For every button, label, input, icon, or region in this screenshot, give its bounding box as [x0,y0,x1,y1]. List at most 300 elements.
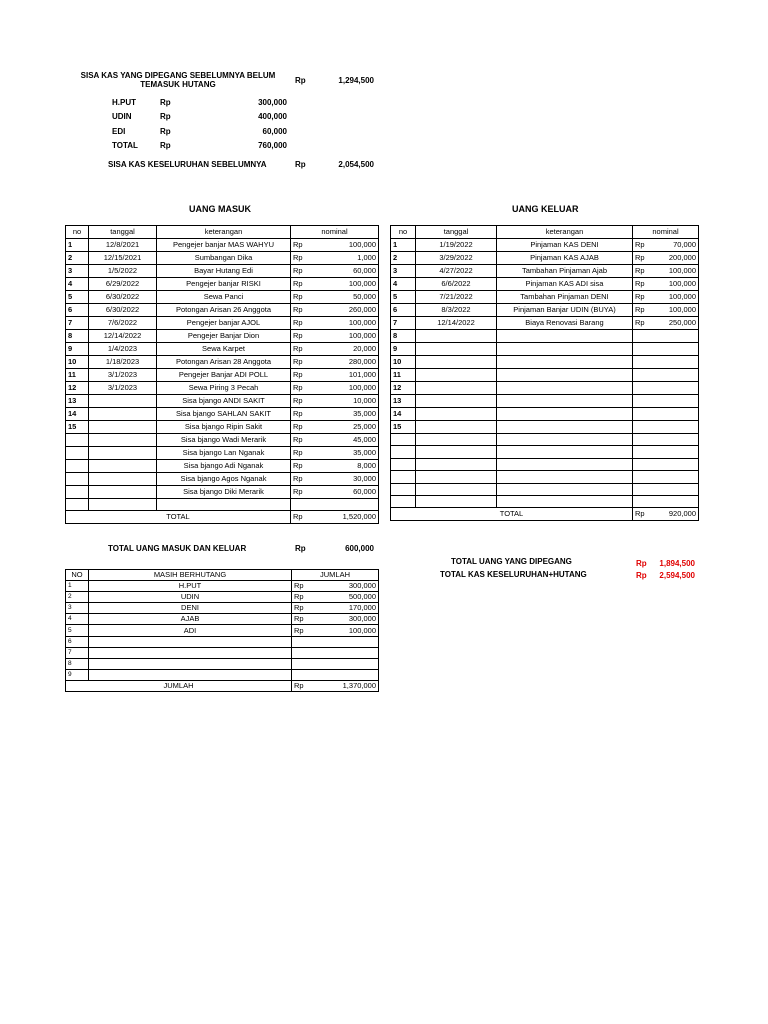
row-rp: Rp [291,434,313,447]
debt-name: TOTAL [112,140,138,150]
table-row [66,460,379,473]
table-row [66,447,379,460]
row-keterangan [497,434,633,446]
row-keterangan: Pengejer Banjar Dion [157,330,291,343]
row-no: 9 [66,669,89,680]
total-value: 1,370,000 [314,680,379,691]
row-keterangan: Sisa bjango ANDI SAKIT [157,395,291,408]
row-rp [633,471,655,483]
row-tanggal: 1/19/2022 [416,239,497,252]
row-nominal [655,343,699,356]
table-row [66,317,379,330]
row-rp: Rp [291,356,313,369]
row-rp: Rp [291,265,313,278]
row-rp [292,658,314,669]
row-keterangan: Sumbangan Dika [157,252,291,265]
header-name: MASIH BERHUTANG [89,570,292,581]
row-keterangan: Sisa bjango Lan Nganak [157,447,291,460]
debt-value: 760,000 [258,140,287,150]
row-keterangan: Potongan Arisan 26 Anggota [157,304,291,317]
debt-name: H.PUT [112,98,136,107]
row-rp: Rp [291,239,313,252]
row-keterangan [497,446,633,458]
row-rp: Rp [291,447,313,460]
table-row [391,434,699,446]
row-nominal [655,495,699,507]
row-rp [633,330,655,343]
row-rp [633,458,655,470]
table-row [391,278,699,291]
row-nominal: 100,000 [313,239,379,252]
row-no [66,486,89,499]
row-rp: Rp [291,473,313,486]
row-nominal [655,369,699,382]
row-keterangan: Sewa Piring 3 Pecah [157,382,291,395]
row-tanggal: 1/4/2023 [89,343,157,356]
row-tanggal [89,408,157,421]
row-rp: Rp [291,408,313,421]
row-keterangan [497,382,633,395]
total-kas-hutang-value: 2,594,500 [659,571,695,580]
table-row [66,291,379,304]
row-tanggal: 12/8/2021 [89,239,157,252]
header-jumlah: JUMLAH [292,570,379,581]
row-keterangan: Sisa bjango Agos Nganak [157,473,291,486]
row-tanggal [416,369,497,382]
row-no: 15 [66,421,89,434]
header-keterangan: keterangan [497,226,633,239]
row-rp: Rp [633,317,655,330]
row-rp: Rp [633,265,655,278]
total-rp: Rp [292,680,314,691]
uang-masuk-table [65,225,379,524]
debt-value: 60,000 [262,126,287,136]
row-no: 7 [66,647,89,658]
row-nominal: 50,000 [313,291,379,304]
row-no: 8 [391,330,416,343]
row-no: 13 [66,395,89,408]
keseluruhan-label: SISA KAS KESELURUHAN SEBELUMNYA [108,160,267,169]
row-no: 1 [391,239,416,252]
row-keterangan: Sewa Karpet [157,343,291,356]
row-keterangan: Pengejer banjar MAS WAHYU [157,239,291,252]
row-nominal: 70,000 [655,239,699,252]
row-nominal: 100,000 [313,278,379,291]
row-keterangan: Pinjaman KAS DENI [497,239,633,252]
row-keterangan [497,495,633,507]
row-nominal: 20,000 [313,343,379,356]
header-nominal: nominal [633,226,699,239]
row-name [89,658,292,669]
table-row [66,592,379,603]
row-keterangan: Sisa bjango SAHLAN SAKIT [157,408,291,421]
table-row [391,395,699,408]
row-no [66,473,89,486]
header-nominal: nominal [291,226,379,239]
row-no: 4 [66,278,89,291]
table-row [391,382,699,395]
row-tanggal: 3/1/2023 [89,382,157,395]
total-masuk-keluar-rp: Rp [295,544,306,553]
row-keterangan [497,471,633,483]
row-tanggal: 6/29/2022 [89,278,157,291]
row-value [314,636,379,647]
row-no [66,434,89,447]
row-no: 6 [66,304,89,317]
table-row [66,304,379,317]
uang-keluar-title: UANG KELUAR [512,204,579,214]
row-tanggal [416,382,497,395]
row-no: 7 [391,317,416,330]
row-nominal: 250,000 [655,317,699,330]
table-row [66,625,379,636]
row-no [391,458,416,470]
total-dipegang-value: 1,894,500 [659,559,695,568]
row-tanggal [416,408,497,421]
row-name [89,669,292,680]
table-row [391,356,699,369]
row-rp [633,395,655,408]
table-row [66,252,379,265]
row-nominal: 101,000 [313,369,379,382]
row-nominal [655,458,699,470]
row-nominal: 100,000 [313,317,379,330]
row-keterangan: Pengejer banjar RISKI [157,278,291,291]
row-rp: Rp [291,252,313,265]
row-tanggal [416,421,497,434]
row-tanggal: 1/18/2023 [89,356,157,369]
table-row [66,486,379,499]
table-row [66,669,379,680]
row-nominal [313,499,379,511]
row-rp [633,408,655,421]
table-row [66,421,379,434]
total-rp: Rp [633,508,655,521]
row-value: 100,000 [314,625,379,636]
table-row [391,495,699,507]
total-row [66,680,379,691]
row-keterangan [497,395,633,408]
row-keterangan [497,356,633,369]
row-tanggal: 7/6/2022 [89,317,157,330]
row-tanggal [416,483,497,495]
row-rp [291,499,313,511]
row-no: 3 [66,265,89,278]
row-rp: Rp [291,317,313,330]
row-rp: Rp [292,614,314,625]
row-rp [633,369,655,382]
row-no: 3 [66,603,89,614]
table-row [391,317,699,330]
row-no [391,434,416,446]
total-value: 920,000 [655,508,699,521]
row-rp: Rp [633,239,655,252]
row-tanggal [89,434,157,447]
row-rp: Rp [291,486,313,499]
row-rp [292,647,314,658]
table-row [66,581,379,592]
row-keterangan: Biaya Renovasi Barang [497,317,633,330]
row-rp [633,446,655,458]
row-no: 10 [66,356,89,369]
row-no: 5 [66,625,89,636]
row-nominal: 280,000 [313,356,379,369]
row-nominal: 260,000 [313,304,379,317]
table-row [391,304,699,317]
total-dipegang-label: TOTAL UANG YANG DIPEGANG [451,557,572,566]
total-masuk-keluar-label: TOTAL UANG MASUK DAN KELUAR [108,544,247,553]
table-row [391,291,699,304]
total-dipegang-rp: Rp [636,559,647,568]
row-nominal [655,382,699,395]
table-row [66,356,379,369]
header-keterangan: keterangan [157,226,291,239]
row-tanggal [89,499,157,511]
row-rp: Rp [291,330,313,343]
table-header [66,226,379,239]
debt-rp: Rp [160,98,171,107]
row-no: 7 [66,317,89,330]
hutang-table [65,569,379,692]
row-nominal: 100,000 [655,265,699,278]
row-keterangan: Sisa bjango Adi Nganak [157,460,291,473]
row-nominal: 10,000 [313,395,379,408]
row-keterangan: Sisa bjango Ripin Sakit [157,421,291,434]
table-header [66,570,379,581]
table-row [66,382,379,395]
row-tanggal [89,460,157,473]
row-rp: Rp [633,304,655,317]
row-value: 300,000 [314,581,379,592]
row-name: DENI [89,603,292,614]
debt-value: 400,000 [258,112,287,122]
row-no: 9 [391,343,416,356]
row-keterangan [497,330,633,343]
row-name [89,636,292,647]
total-kas-hutang-rp: Rp [636,571,647,580]
row-nominal: 1,000 [313,252,379,265]
total-masuk-keluar-value: 600,000 [345,544,374,553]
row-tanggal [89,486,157,499]
row-keterangan: Pengejer banjar AJOL [157,317,291,330]
row-tanggal [416,356,497,369]
row-no: 8 [66,330,89,343]
total-label: TOTAL [391,508,633,521]
row-value [314,669,379,680]
row-rp [633,434,655,446]
row-keterangan [497,343,633,356]
table-row [66,265,379,278]
row-nominal: 100,000 [655,278,699,291]
row-tanggal: 12/14/2022 [416,317,497,330]
table-row [391,421,699,434]
row-rp: Rp [633,291,655,304]
row-no: 8 [66,658,89,669]
row-nominal [655,395,699,408]
row-nominal [655,483,699,495]
row-no [66,499,89,511]
debt-rp: Rp [160,140,171,150]
table-row [66,330,379,343]
row-no: 11 [66,369,89,382]
row-nominal [655,356,699,369]
row-tanggal [89,395,157,408]
sisa-kas-rp: Rp [295,76,306,85]
uang-keluar-table [390,225,699,521]
row-tanggal: 1/5/2022 [89,265,157,278]
row-no: 11 [391,369,416,382]
row-nominal [655,446,699,458]
row-rp: Rp [291,369,313,382]
row-tanggal: 6/6/2022 [416,278,497,291]
row-tanggal: 6/30/2022 [89,291,157,304]
table-row [66,636,379,647]
row-no: 12 [391,382,416,395]
row-rp: Rp [291,343,313,356]
table-row [66,614,379,625]
row-keterangan [497,408,633,421]
row-no: 5 [66,291,89,304]
row-keterangan [497,458,633,470]
row-tanggal: 3/1/2023 [89,369,157,382]
total-label: TOTAL [66,511,291,524]
row-no: 3 [391,265,416,278]
sisa-kas-label-line2: TEMASUK HUTANG [140,80,216,89]
row-tanggal: 7/21/2022 [416,291,497,304]
row-nominal: 30,000 [313,473,379,486]
row-nominal: 100,000 [655,304,699,317]
table-row [66,278,379,291]
row-nominal: 100,000 [655,291,699,304]
row-nominal [655,330,699,343]
row-keterangan: Potongan Arisan 28 Anggota [157,356,291,369]
row-no: 14 [66,408,89,421]
row-rp [633,421,655,434]
row-tanggal: 8/3/2022 [416,304,497,317]
row-keterangan [497,369,633,382]
row-nominal: 35,000 [313,408,379,421]
row-rp: Rp [291,291,313,304]
row-name: UDIN [89,592,292,603]
row-no: 1 [66,581,89,592]
header-tanggal: tanggal [416,226,497,239]
table-row [66,408,379,421]
row-tanggal [416,434,497,446]
row-rp: Rp [291,278,313,291]
row-nominal [655,408,699,421]
row-rp: Rp [633,278,655,291]
row-no: 1 [66,239,89,252]
row-tanggal [416,446,497,458]
row-no: 6 [66,636,89,647]
total-label: JUMLAH [66,680,292,691]
row-nominal: 100,000 [313,382,379,395]
table-row [391,369,699,382]
debt-rp: Rp [160,112,171,122]
row-value [314,647,379,658]
row-no: 2 [66,252,89,265]
row-no [391,495,416,507]
table-row [391,458,699,470]
row-nominal: 35,000 [313,447,379,460]
row-rp: Rp [292,625,314,636]
table-row [391,471,699,483]
row-rp: Rp [291,421,313,434]
row-no: 4 [391,278,416,291]
row-name [89,647,292,658]
debt-name: UDIN [112,112,132,122]
table-row [391,252,699,265]
row-no: 9 [66,343,89,356]
row-keterangan: Tambahan Pinjaman Ajab [497,265,633,278]
row-rp [292,669,314,680]
row-keterangan [497,483,633,495]
table-row [66,343,379,356]
row-nominal: 8,000 [313,460,379,473]
table-row [66,647,379,658]
header-tanggal: tanggal [89,226,157,239]
row-no [391,471,416,483]
row-tanggal: 12/14/2022 [89,330,157,343]
debt-rp: Rp [160,126,171,136]
row-rp: Rp [291,395,313,408]
table-row [391,330,699,343]
row-nominal [655,471,699,483]
row-no [391,446,416,458]
row-name: ADI [89,625,292,636]
row-nominal: 100,000 [313,330,379,343]
row-no: 13 [391,395,416,408]
table-row [391,446,699,458]
row-keterangan: Pengejer Banjar ADI POLL [157,369,291,382]
total-kas-hutang-label: TOTAL KAS KESELURUHAN+HUTANG [440,570,587,579]
row-tanggal [416,458,497,470]
row-rp [633,483,655,495]
row-keterangan: Sisa bjango Diki Merarik [157,486,291,499]
row-keterangan: Pinjaman KAS ADI sisa [497,278,633,291]
row-rp: Rp [291,304,313,317]
debt-name: EDI [112,126,126,136]
row-no [391,483,416,495]
table-row [66,239,379,252]
row-no: 12 [66,382,89,395]
row-nominal [655,421,699,434]
row-no: 6 [391,304,416,317]
row-tanggal: 3/29/2022 [416,252,497,265]
row-tanggal: 12/15/2021 [89,252,157,265]
row-keterangan: Sisa bjango Wadi Merarik [157,434,291,447]
row-keterangan: Pinjaman KAS AJAB [497,252,633,265]
row-name: H.PUT [89,581,292,592]
row-no: 2 [391,252,416,265]
row-rp: Rp [291,382,313,395]
row-tanggal [416,343,497,356]
row-tanggal: 6/30/2022 [89,304,157,317]
total-value: 1,520,000 [313,511,379,524]
row-value: 170,000 [314,603,379,614]
table-row [391,265,699,278]
row-tanggal: 4/27/2022 [416,265,497,278]
row-value [314,658,379,669]
table-row [391,483,699,495]
table-row [66,369,379,382]
debt-value: 300,000 [258,98,287,107]
row-no: 14 [391,408,416,421]
row-no: 2 [66,592,89,603]
row-keterangan: Sewa Panci [157,291,291,304]
row-nominal: 200,000 [655,252,699,265]
row-no: 4 [66,614,89,625]
